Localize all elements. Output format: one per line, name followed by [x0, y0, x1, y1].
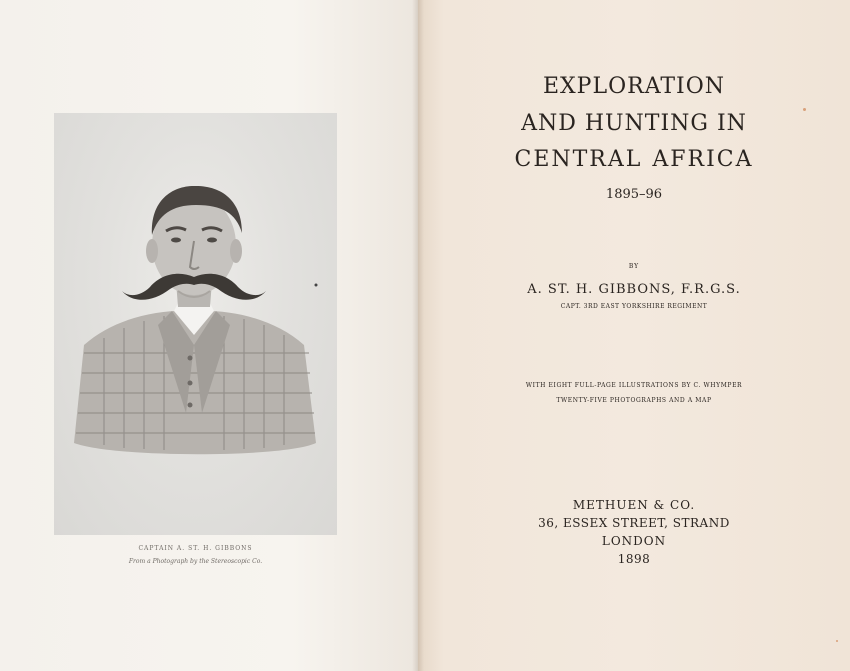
portrait-photograph — [54, 113, 337, 535]
foxing-spot — [803, 108, 806, 111]
title-years: 1895–96 — [605, 187, 663, 202]
publisher-address: 36, ESSEX STREET, STRAND — [538, 516, 730, 530]
title-line-2: AND HUNTING IN — [521, 111, 747, 136]
title-line-1: EXPLORATION — [542, 74, 726, 99]
publisher-name: METHUEN & CO. — [572, 498, 696, 512]
foxing-spot — [836, 640, 838, 642]
publication-year: 1898 — [617, 552, 651, 566]
publisher-city: LONDON — [601, 534, 667, 548]
author-name: A. ST. H. GIBBONS, F.R.G.S. — [527, 282, 741, 297]
photo-credit: From a Photograph by the Stereoscopic Co. — [128, 558, 263, 565]
title-word-africa: AFRICA — [652, 147, 754, 172]
by-label: BY — [628, 263, 640, 270]
portrait-caption: CAPTAIN A. ST. H. GIBBONS — [138, 545, 253, 552]
title-line-3 — [418, 147, 850, 172]
illustrations-line-2: TWENTY-FIVE PHOTOGRAPHS AND A MAP — [556, 397, 712, 404]
illustrations-line-1: WITH EIGHT FULL-PAGE ILLUSTRATIONS BY C. WHYMPER — [525, 382, 743, 389]
title-page — [418, 0, 850, 671]
author-rank: CAPT. 3RD EAST YORKSHIRE REGIMENT — [560, 303, 708, 310]
book-gutter — [412, 0, 424, 671]
title-word-central: CENTRAL — [514, 147, 643, 172]
